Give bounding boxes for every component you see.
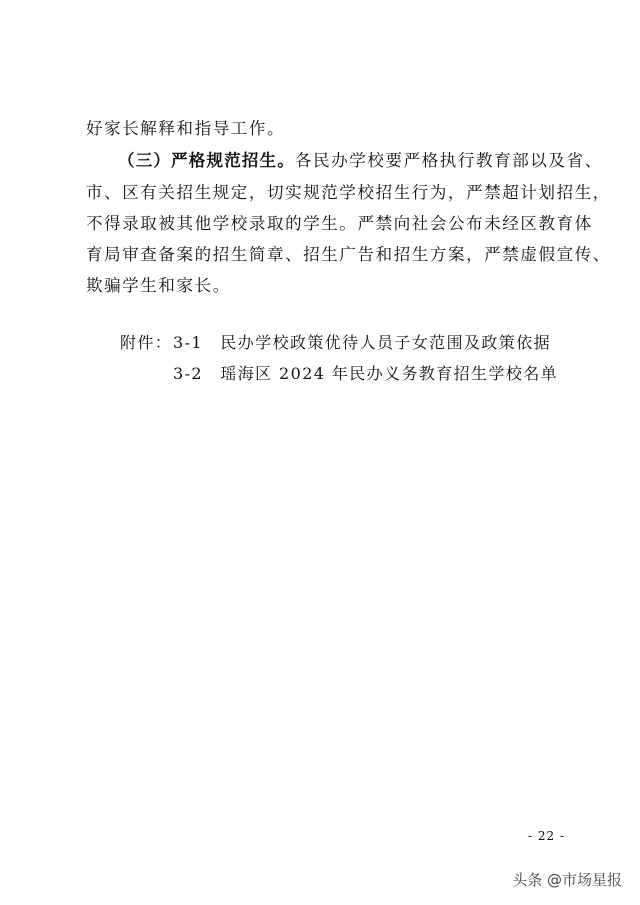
paragraph-line: 育局审查备案的招生简章、招生广告和招生方案，严禁虚假宣传、: [86, 245, 611, 264]
paragraph-line: 不得录取被其他学校录取的学生。严禁向社会公布未经区教育体: [86, 214, 593, 233]
paragraph-line: 好家长解释和指导工作。: [86, 119, 286, 138]
section-3-text: 各民办学校要严格执行教育部以及省、: [295, 151, 603, 170]
section-3-heading: （三）严格规范招生。: [118, 151, 295, 170]
paragraph-line: 欺骗学生和家长。: [86, 276, 231, 295]
page-number: - 22 -: [527, 829, 565, 843]
attachments-label: 附件：: [120, 333, 173, 352]
attachment-item: 3-2 瑶海区 2024 年民办义务教育招生学校名单: [173, 364, 559, 383]
section-3-first-line: [118, 151, 603, 171]
source-watermark: 头条 @市场星报: [512, 871, 622, 889]
paragraph-line: 市、区有关招生规定，切实规范学校招生行为，严禁超计划招生，: [86, 183, 611, 202]
attachment-item: 3-1 民办学校政策优待人员子女范围及政策依据: [173, 333, 551, 352]
